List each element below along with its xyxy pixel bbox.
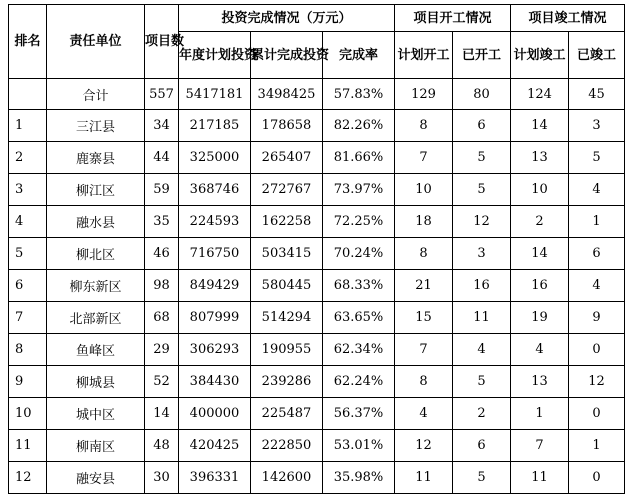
- annual-plan-cell: 224593: [179, 206, 251, 238]
- started-cell: 2: [453, 398, 511, 430]
- rate-cell: 62.34%: [323, 334, 395, 366]
- plan-start-cell: 8: [395, 110, 453, 142]
- header-cumulative: 累计完成投资: [251, 32, 323, 79]
- started-cell: 6: [453, 430, 511, 462]
- started-cell: 5: [453, 366, 511, 398]
- completed-cell: 4: [569, 270, 625, 302]
- total-annual-plan: 5417181: [179, 79, 251, 110]
- header-row-1: [9, 5, 625, 32]
- header-plan-start: 计划开工: [395, 32, 453, 79]
- table-row: [9, 110, 625, 142]
- completed-cell: 1: [569, 206, 625, 238]
- cumulative-cell: 239286: [251, 366, 323, 398]
- table-row: [9, 462, 625, 494]
- table-row: [9, 206, 625, 238]
- plan-complete-cell: 1: [511, 398, 569, 430]
- header-start-group: 项目开工情况: [395, 5, 511, 32]
- cumulative-cell: 514294: [251, 302, 323, 334]
- started-cell: 4: [453, 334, 511, 366]
- rank-cell: 4: [9, 206, 47, 238]
- table-row: [9, 334, 625, 366]
- plan-start-cell: 4: [395, 398, 453, 430]
- unit-cell: 北部新区: [47, 302, 145, 334]
- plan-complete-cell: 7: [511, 430, 569, 462]
- rate-cell: 68.33%: [323, 270, 395, 302]
- count-cell: 30: [145, 462, 179, 494]
- rate-cell: 56.37%: [323, 398, 395, 430]
- header-count: 项目数: [145, 5, 179, 79]
- annual-plan-cell: 396331: [179, 462, 251, 494]
- unit-cell: 柳南区: [47, 430, 145, 462]
- cumulative-cell: 272767: [251, 174, 323, 206]
- completed-cell: 4: [569, 174, 625, 206]
- count-cell: 34: [145, 110, 179, 142]
- plan-start-cell: 8: [395, 238, 453, 270]
- table-row: [9, 142, 625, 174]
- count-cell: 44: [145, 142, 179, 174]
- rate-cell: 63.65%: [323, 302, 395, 334]
- table-row: [9, 238, 625, 270]
- started-cell: 11: [453, 302, 511, 334]
- unit-cell: 融安县: [47, 462, 145, 494]
- annual-plan-cell: 217185: [179, 110, 251, 142]
- unit-cell: 鹿寨县: [47, 142, 145, 174]
- count-cell: 14: [145, 398, 179, 430]
- rank-cell: 6: [9, 270, 47, 302]
- cumulative-cell: 265407: [251, 142, 323, 174]
- count-cell: 35: [145, 206, 179, 238]
- annual-plan-cell: 368746: [179, 174, 251, 206]
- unit-cell: 鱼峰区: [47, 334, 145, 366]
- rank-cell: 12: [9, 462, 47, 494]
- unit-cell: 柳东新区: [47, 270, 145, 302]
- annual-plan-cell: 306293: [179, 334, 251, 366]
- started-cell: 6: [453, 110, 511, 142]
- annual-plan-cell: 716750: [179, 238, 251, 270]
- completed-cell: 0: [569, 462, 625, 494]
- investment-table: [8, 4, 625, 494]
- rate-cell: 62.24%: [323, 366, 395, 398]
- table-row: [9, 366, 625, 398]
- header-investment-group: 投资完成情况（万元）: [179, 5, 395, 32]
- plan-start-cell: 15: [395, 302, 453, 334]
- rate-cell: 72.25%: [323, 206, 395, 238]
- table-row: [9, 430, 625, 462]
- plan-start-cell: 12: [395, 430, 453, 462]
- header-rate: 完成率: [323, 32, 395, 79]
- count-cell: 98: [145, 270, 179, 302]
- completed-cell: 0: [569, 398, 625, 430]
- started-cell: 5: [453, 174, 511, 206]
- plan-start-cell: 7: [395, 334, 453, 366]
- header-unit: 责任单位: [47, 5, 145, 79]
- total-rate: 57.83%: [323, 79, 395, 110]
- cumulative-cell: 580445: [251, 270, 323, 302]
- annual-plan-cell: 420425: [179, 430, 251, 462]
- plan-complete-cell: 13: [511, 366, 569, 398]
- rank-cell: 1: [9, 110, 47, 142]
- total-label: 合计: [47, 79, 145, 110]
- annual-plan-cell: 325000: [179, 142, 251, 174]
- plan-complete-cell: 4: [511, 334, 569, 366]
- plan-complete-cell: 11: [511, 462, 569, 494]
- header-annual-plan: 年度计划投资: [179, 32, 251, 79]
- unit-cell: 柳城县: [47, 366, 145, 398]
- total-rank-cell: [9, 79, 47, 110]
- header-rank: 排名: [9, 5, 47, 79]
- header-completed: 已竣工: [569, 32, 625, 79]
- plan-complete-cell: 10: [511, 174, 569, 206]
- cumulative-cell: 225487: [251, 398, 323, 430]
- unit-cell: 柳北区: [47, 238, 145, 270]
- annual-plan-cell: 849429: [179, 270, 251, 302]
- total-cumulative: 3498425: [251, 79, 323, 110]
- plan-start-cell: 7: [395, 142, 453, 174]
- rate-cell: 35.98%: [323, 462, 395, 494]
- plan-complete-cell: 13: [511, 142, 569, 174]
- table-row: [9, 270, 625, 302]
- rank-cell: 7: [9, 302, 47, 334]
- started-cell: 3: [453, 238, 511, 270]
- rank-cell: 3: [9, 174, 47, 206]
- completed-cell: 5: [569, 142, 625, 174]
- total-completed: 45: [569, 79, 625, 110]
- rank-cell: 10: [9, 398, 47, 430]
- cumulative-cell: 142600: [251, 462, 323, 494]
- plan-complete-cell: 16: [511, 270, 569, 302]
- annual-plan-cell: 384430: [179, 366, 251, 398]
- cumulative-cell: 162258: [251, 206, 323, 238]
- started-cell: 16: [453, 270, 511, 302]
- plan-complete-cell: 14: [511, 238, 569, 270]
- rate-cell: 53.01%: [323, 430, 395, 462]
- annual-plan-cell: 807999: [179, 302, 251, 334]
- cumulative-cell: 178658: [251, 110, 323, 142]
- plan-start-cell: 10: [395, 174, 453, 206]
- plan-complete-cell: 2: [511, 206, 569, 238]
- rate-cell: 82.26%: [323, 110, 395, 142]
- rank-cell: 2: [9, 142, 47, 174]
- cumulative-cell: 222850: [251, 430, 323, 462]
- table-row: [9, 398, 625, 430]
- unit-cell: 城中区: [47, 398, 145, 430]
- rank-cell: 8: [9, 334, 47, 366]
- unit-cell: 柳江区: [47, 174, 145, 206]
- total-row: [9, 79, 625, 110]
- cumulative-cell: 503415: [251, 238, 323, 270]
- count-cell: 46: [145, 238, 179, 270]
- count-cell: 59: [145, 174, 179, 206]
- completed-cell: 1: [569, 430, 625, 462]
- count-cell: 52: [145, 366, 179, 398]
- completed-cell: 0: [569, 334, 625, 366]
- plan-start-cell: 8: [395, 366, 453, 398]
- unit-cell: 三江县: [47, 110, 145, 142]
- annual-plan-cell: 400000: [179, 398, 251, 430]
- count-cell: 29: [145, 334, 179, 366]
- completed-cell: 6: [569, 238, 625, 270]
- table-row: [9, 174, 625, 206]
- completed-cell: 12: [569, 366, 625, 398]
- rate-cell: 70.24%: [323, 238, 395, 270]
- header-started: 已开工: [453, 32, 511, 79]
- plan-start-cell: 18: [395, 206, 453, 238]
- plan-complete-cell: 19: [511, 302, 569, 334]
- rate-cell: 73.97%: [323, 174, 395, 206]
- count-cell: 68: [145, 302, 179, 334]
- unit-cell: 融水县: [47, 206, 145, 238]
- header-completion-group: 项目竣工情况: [511, 5, 625, 32]
- total-started: 80: [453, 79, 511, 110]
- completed-cell: 9: [569, 302, 625, 334]
- completed-cell: 3: [569, 110, 625, 142]
- total-count: 557: [145, 79, 179, 110]
- table-row: [9, 302, 625, 334]
- started-cell: 12: [453, 206, 511, 238]
- rank-cell: 9: [9, 366, 47, 398]
- plan-start-cell: 11: [395, 462, 453, 494]
- started-cell: 5: [453, 462, 511, 494]
- plan-complete-cell: 14: [511, 110, 569, 142]
- rate-cell: 81.66%: [323, 142, 395, 174]
- rank-cell: 11: [9, 430, 47, 462]
- count-cell: 48: [145, 430, 179, 462]
- cumulative-cell: 190955: [251, 334, 323, 366]
- header-plan-complete: 计划竣工: [511, 32, 569, 79]
- total-plan-complete: 124: [511, 79, 569, 110]
- started-cell: 5: [453, 142, 511, 174]
- rank-cell: 5: [9, 238, 47, 270]
- total-plan-start: 129: [395, 79, 453, 110]
- plan-start-cell: 21: [395, 270, 453, 302]
